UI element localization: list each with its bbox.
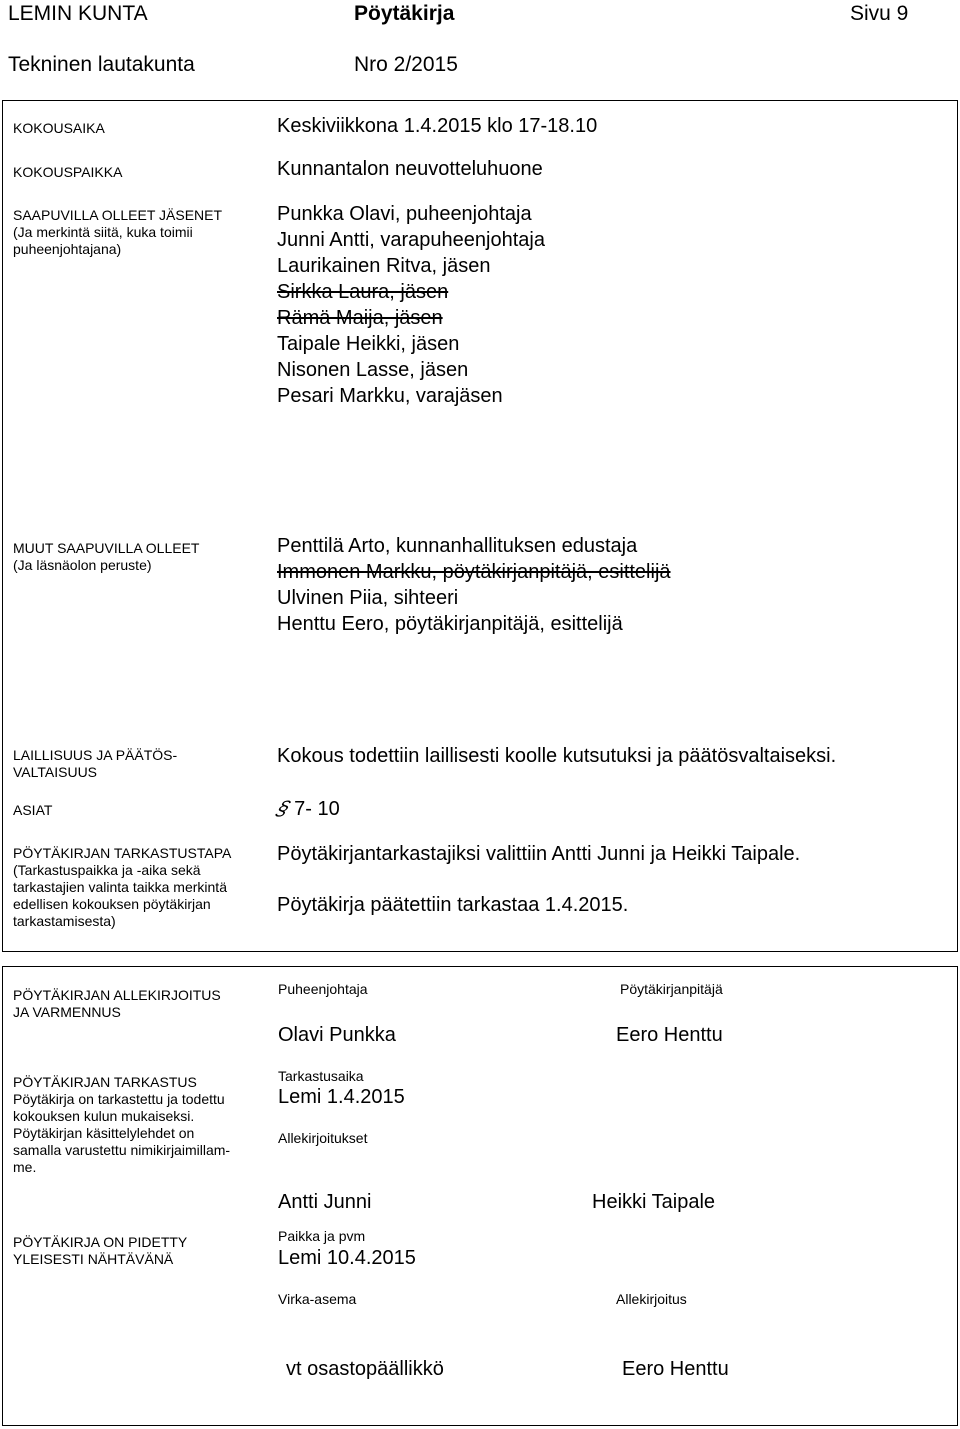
member-item: Pesari Markku, varajäsen — [277, 385, 503, 407]
minutes-number: Nro 2/2015 — [354, 53, 458, 76]
items-value — [270, 798, 340, 821]
review-label-line: samalla varustettu nimikirjaimillam- — [13, 1142, 231, 1158]
members-label-line: puheenjohtajana) — [13, 241, 122, 257]
position-value: vt osastopäällikkö — [286, 1358, 444, 1380]
items-range: 7- 10 — [294, 798, 340, 820]
others-label — [13, 540, 199, 574]
others-list — [277, 533, 671, 637]
other-item: Ulvinen Piia, sihteeri — [277, 587, 459, 609]
other-item: Henttu Eero, pöytäkirjanpitäjä, esittelijä — [277, 613, 623, 635]
review-label — [13, 1074, 230, 1176]
meeting-info-box — [2, 100, 958, 952]
legality-label-line: VALTAISUUS — [13, 764, 98, 780]
member-item: Laurikainen Ritva, jäsen — [277, 255, 491, 277]
review-label-line: me. — [13, 1159, 37, 1175]
legality-value: Kokous todettiin laillisesti koolle kutsutuksi ja päätösvaltaiseksi. — [277, 745, 837, 767]
legality-label-line: LAILLISUUS JA PÄÄTÖS- — [13, 747, 178, 763]
review-label-line: Pöytäkirjan käsittelylehdet on — [13, 1125, 195, 1141]
municipality-name: LEMIN KUNTA — [8, 2, 148, 25]
section-sign-icon: § — [270, 798, 295, 820]
check-label-line: edellisen kokouksen pöytäkirjan — [13, 896, 211, 912]
meeting-place-label: KOKOUSPAIKKA — [13, 164, 123, 180]
review-label-line: Pöytäkirja on tarkastettu ja todettu — [13, 1091, 225, 1107]
member-item: Rämä Maija, jäsen — [277, 307, 443, 329]
meeting-time-value: Keskiviikkona 1.4.2015 klo 17-18.10 — [277, 115, 598, 137]
public-label-line: YLEISESTI NÄHTÄVÄNÄ — [13, 1251, 174, 1267]
meeting-time-label: KOKOUSAIKA — [13, 120, 105, 136]
check-label-line: tarkastajien valinta taikka merkintä — [13, 879, 227, 895]
chair-name: Olavi Punkka — [278, 1024, 396, 1046]
check-value-2: Pöytäkirja päätettiin tarkastaa 1.4.2015. — [277, 894, 629, 916]
members-label-line: (Ja merkintä siitä, kuka toimii — [13, 224, 193, 240]
others-label-line: (Ja läsnäolon peruste) — [13, 557, 152, 573]
check-label-line: PÖYTÄKIRJAN TARKASTUSTAPA — [13, 845, 232, 861]
others-label-line: MUUT SAAPUVILLA OLLEET — [13, 540, 200, 556]
chair-role: Puheenjohtaja — [278, 981, 368, 997]
other-item: Penttilä Arto, kunnanhallituksen edustaja — [277, 535, 638, 557]
reviewer-1-name: Antti Junni — [278, 1191, 372, 1213]
check-label-line: tarkastamisesta) — [13, 913, 116, 929]
member-item: Sirkka Laura, jäsen — [277, 281, 449, 303]
signature-value: Eero Henttu — [622, 1358, 729, 1380]
legality-label — [13, 747, 177, 781]
member-item: Taipale Heikki, jäsen — [277, 333, 460, 355]
secretary-name: Eero Henttu — [616, 1024, 723, 1046]
meeting-place-value: Kunnantalon neuvotteluhuone — [277, 158, 543, 180]
position-label: Virka-asema — [278, 1291, 357, 1307]
public-display-label — [13, 1234, 187, 1268]
other-item: Immonen Markku, pöytäkirjanpitäjä, esittelijä — [277, 561, 671, 583]
public-label-line: PÖYTÄKIRJA ON PIDETTY — [13, 1234, 188, 1250]
page-number: Sivu 9 — [850, 2, 909, 25]
signatures-box — [2, 966, 958, 1426]
member-item: Junni Antti, varapuheenjohtaja — [277, 229, 545, 251]
items-label: ASIAT — [13, 802, 53, 818]
review-time-label: Tarkastusaika — [278, 1068, 364, 1084]
review-label-line: PÖYTÄKIRJAN TARKASTUS — [13, 1074, 197, 1090]
board-name: Tekninen lautakunta — [8, 53, 195, 76]
signature-label: Allekirjoitus — [616, 1291, 687, 1307]
members-list — [277, 201, 545, 409]
secretary-role: Pöytäkirjanpitäjä — [620, 981, 723, 997]
member-item: Punkka Olavi, puheenjohtaja — [277, 203, 532, 225]
signing-label — [13, 987, 221, 1021]
place-date-value: Lemi 10.4.2015 — [278, 1247, 416, 1269]
check-method-label — [13, 845, 231, 930]
signing-label-line: JA VARMENNUS — [13, 1004, 121, 1020]
signing-label-line: PÖYTÄKIRJAN ALLEKIRJOITUS — [13, 987, 221, 1003]
members-label-line: SAAPUVILLA OLLEET JÄSENET — [13, 207, 223, 223]
signatures-label: Allekirjoitukset — [278, 1130, 368, 1146]
reviewer-2-name: Heikki Taipale — [592, 1191, 716, 1213]
place-date-label: Paikka ja pvm — [278, 1228, 366, 1244]
check-label-line: (Tarkastuspaikka ja -aika sekä — [13, 862, 201, 878]
check-value-1: Pöytäkirjantarkastajiksi valittiin Antti Junni ja Heikki Taipale. — [277, 843, 801, 865]
review-time-value: Lemi 1.4.2015 — [278, 1086, 405, 1108]
review-label-line: kokouksen kulun mukaiseksi. — [13, 1108, 195, 1124]
member-item: Nisonen Lasse, jäsen — [277, 359, 469, 381]
members-label — [13, 207, 222, 258]
document-type: Pöytäkirja — [354, 2, 455, 25]
